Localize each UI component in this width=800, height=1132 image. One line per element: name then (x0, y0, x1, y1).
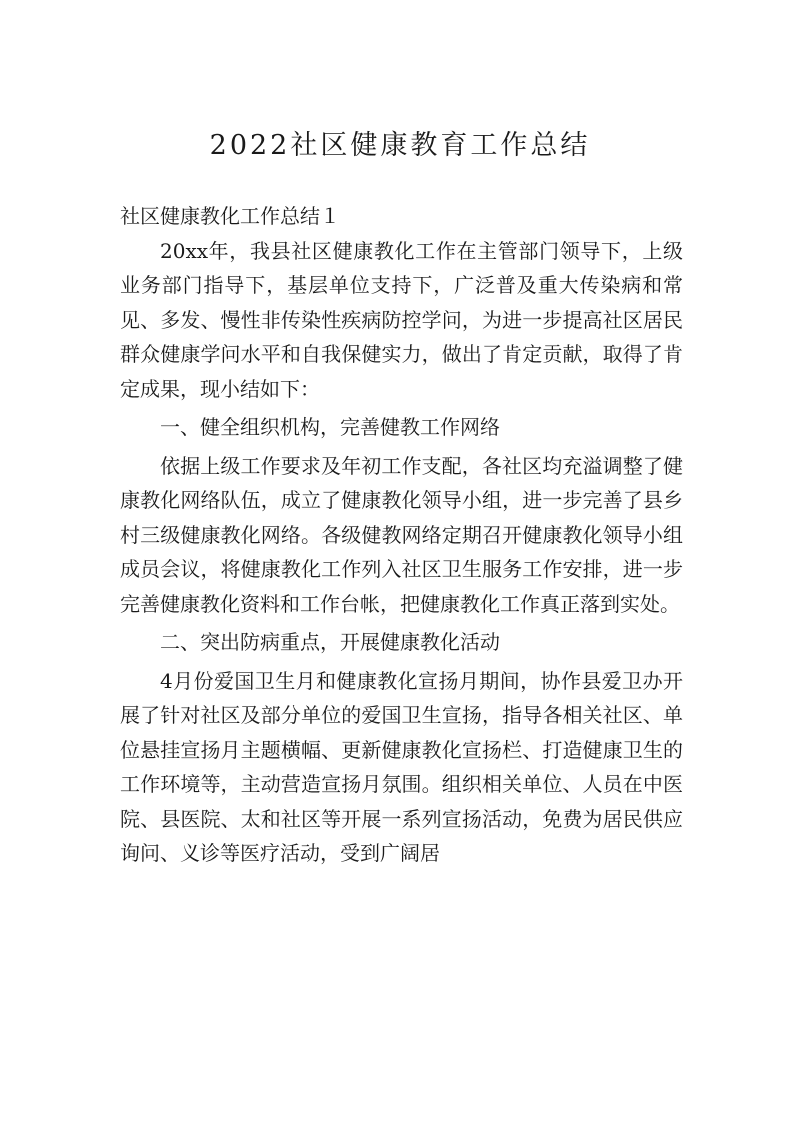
intro-paragraph: 20xx年，我县社区健康教化工作在主管部门领导下，上级业务部门指导下，基层单位支持下，广泛普及重大传染病和常见、多发、慢性非传染性疾病防控学问，为进一步提高社区居民群众健康学问水平和自我保健实力，做出了肯定贡献，取得了肯定成果，现小结如下： (120, 238, 683, 401)
section-subtitle: 社区健康教化工作总结１ (120, 204, 340, 228)
document-body (120, 199, 683, 871)
section-heading-2: 二、突出防病重点，开展健康教化活动 (160, 630, 500, 654)
section-1-paragraph: 依据上级工作要求及年初工作支配，各社区均充溢调整了健康教化网络队伍，成立了健康教化领导小组，进一步完善了县乡村三级健康教化网络。各级健教网络定期召开健康教化领导小组成员会议，将健康教化工作列入社区卫生服务工作安排，进一步完善健康教化资料和工作台帐，把健康教化工作真正落到实处。 (120, 453, 683, 616)
document-title: 2022社区健康教育工作总结 (209, 130, 591, 161)
section-2-paragraph: 4月份爱国卫生月和健康教化宣扬月期间，协作县爱卫办开展了针对社区及部分单位的爱国卫生宣扬，指导各相关社区、单位悬挂宣扬月主题横幅、更新健康教化宣扬栏、打造健康卫生的工作环境等，主动营造宣扬月氛围。组织相关单位、人员在中医院、县医院、太和社区等开展一系列宣扬活动，免费为居民供应询问、义诊等医疗活动，受到广阔居 (120, 668, 683, 865)
section-heading-1: 一、健全组织机构，完善健教工作网络 (160, 415, 500, 439)
